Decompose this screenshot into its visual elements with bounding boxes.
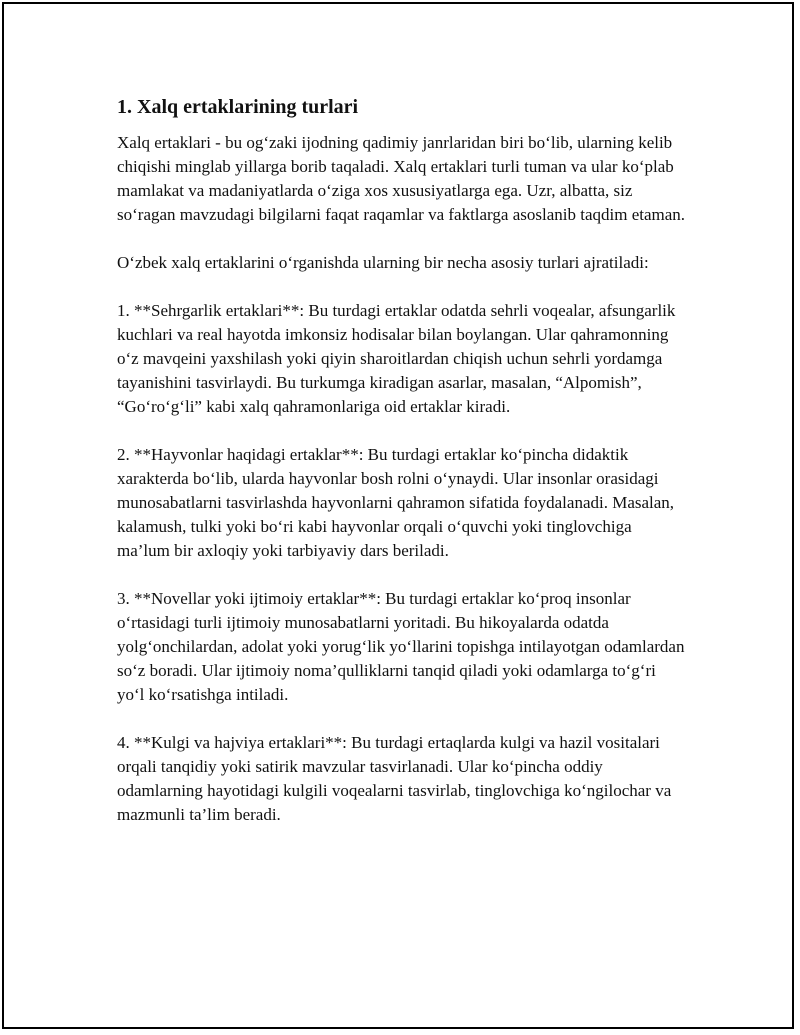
section-heading: 1. Xalq ertaklarining turlari [117,96,359,118]
paragraph-type-2: 2. **Hayvonlar haqidagi ertaklar**: Bu turdagi ertaklar ko‘pincha didaktik xarakterda bo‘lib, ularda hayvonlar bosh rolni o‘ynaydi. Ular insonlar orasidagi munosabatlarni tasvirlashda hayvonlarni qahramon sifatida foydalanadi. Masalan, kalamush, tulki yoki bo‘ri kabi hayvonlar orqali o‘quvchi yoki tinglovchiga ma’lum bir axloqiy yoki tarbiyaviy dars beriladi. [117,445,675,560]
paragraph-intro: Xalq ertaklari - bu og‘zaki ijodning qadimiy janrlaridan biri bo‘lib, ularning kelib chiqishi minglab yillarga borib taqaladi. Xalq ertaklari turli tuman va ular ko‘plab mamlakat va madaniyatlarda o‘ziga xos xususiyatlarga ega. Uzr, albatta, siz so‘ragan mavzudagi bilgilarni faqat raqamlar va faktlarga asoslanib taqdim etaman. [117,133,686,224]
paragraph-types-intro: O‘zbek xalq ertaklarini o‘rganishda ularning bir necha asosiy turlari ajratiladi: [117,253,649,272]
paragraph-type-3: 3. **Novellar yoki ijtimoiy ertaklar**: Bu turdagi ertaklar ko‘proq insonlar o‘rtasidagi turli ijtimoiy munosabatlarni yoritadi. Bu hikoyalarda odatda yolg‘onchilardan, adolat yoki yorug‘lik yo‘llarini topishga intilayotgan odamlardan so‘z boradi. Ular ijtimoiy noma’qulliklarni tanqid qiladi yoki odamlarga to‘g‘ri yo‘l ko‘rsatishga intiladi. [117,589,685,704]
paragraph-type-1: 1. **Sehrgarlik ertaklari**: Bu turdagi ertaklar odatda sehrli voqealar, afsungarlik kuchlari va real hayotda imkonsiz hodisalar bilan boylangan. Ular qahramonning o‘z mavqeini yaxshilash yoki qiyin sharoitlardan chiqish uchun sehrli yordamga tayanishini tasvirlaydi. Bu turkumga kiradigan asarlar, masalan, “Alpomish”, “Go‘ro‘g‘li” kabi xalq qahramonlariga oid ertaklar kiradi. [117,301,676,416]
paragraph-type-4: 4. **Kulgi va hajviya ertaklari**: Bu turdagi ertaqlarda kulgi va hazil vositalari orqali tanqidiy yoki satirik mavzular tasvirlanadi. Ular ko‘pincha oddiy odamlarning hayotidagi kulgili voqealarni tasvirlab, tinglovchiga ko‘ngilochar va mazmunli ta’lim beradi. [117,733,672,824]
document-body [117,93,687,851]
